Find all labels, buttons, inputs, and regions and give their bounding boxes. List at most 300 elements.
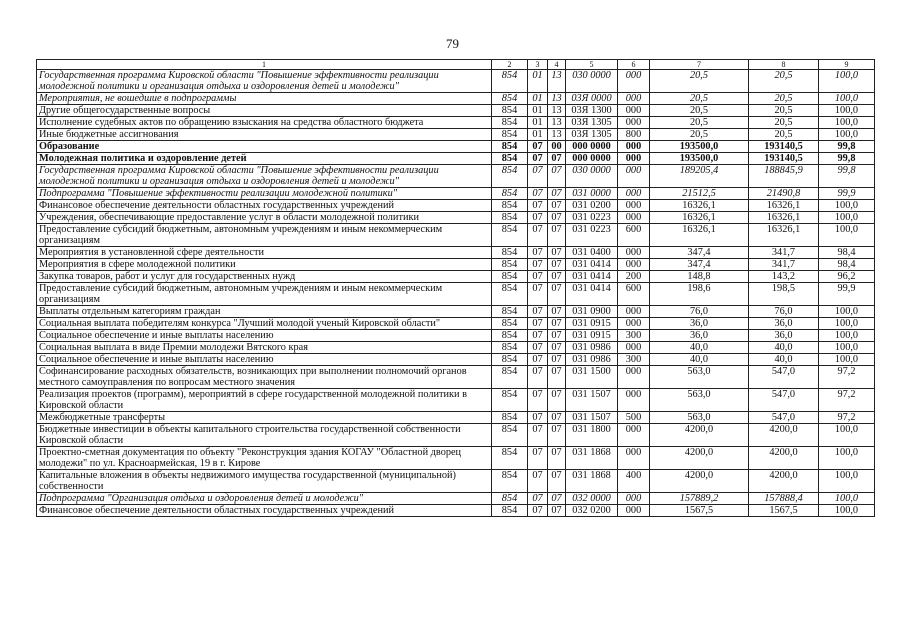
table-row	[37, 366, 875, 389]
execution-percent: 98,4	[819, 247, 875, 259]
expense-type-code: 000	[618, 306, 650, 318]
execution-percent: 100,0	[819, 117, 875, 129]
expense-type-code: 500	[618, 412, 650, 424]
section-code: 07	[528, 141, 548, 153]
section-code: 07	[528, 153, 548, 165]
header-cell: 6	[618, 60, 650, 70]
executed-amount: 4200,0	[749, 447, 819, 470]
executed-amount: 20,5	[749, 129, 819, 141]
admin-code: 854	[492, 224, 528, 247]
planned-amount: 21512,5	[650, 188, 749, 200]
planned-amount: 193500,0	[650, 153, 749, 165]
admin-code: 854	[492, 259, 528, 271]
admin-code: 854	[492, 129, 528, 141]
target-article-code: 031 0986	[566, 342, 618, 354]
subsection-code: 07	[548, 247, 566, 259]
table-row	[37, 412, 875, 424]
admin-code: 854	[492, 93, 528, 105]
executed-amount: 143,2	[749, 271, 819, 283]
target-article-code: 03Я 1300	[566, 105, 618, 117]
header-cell: 7	[650, 60, 749, 70]
subsection-code: 07	[548, 447, 566, 470]
section-code: 07	[528, 224, 548, 247]
target-article-code: 031 0414	[566, 271, 618, 283]
expense-type-code: 000	[618, 165, 650, 188]
execution-percent: 100,0	[819, 306, 875, 318]
planned-amount: 4200,0	[650, 447, 749, 470]
table-row	[37, 447, 875, 470]
table-row	[37, 188, 875, 200]
section-code: 07	[528, 447, 548, 470]
section-code: 07	[528, 259, 548, 271]
execution-percent: 99,9	[819, 283, 875, 306]
planned-amount: 16326,1	[650, 212, 749, 224]
planned-amount: 36,0	[650, 330, 749, 342]
planned-amount: 76,0	[650, 306, 749, 318]
row-name: Молодежная политика и оздоровление детей	[37, 153, 492, 165]
row-name: Финансовое обеспечение деятельности областных государственных учреждений	[37, 200, 492, 212]
target-article-code: 031 1868	[566, 447, 618, 470]
header-cell: 1	[37, 60, 492, 70]
subsection-code: 13	[548, 129, 566, 141]
section-code: 01	[528, 129, 548, 141]
table-row	[37, 259, 875, 271]
target-article-code: 03Я 1305	[566, 129, 618, 141]
admin-code: 854	[492, 493, 528, 505]
header-cell: 5	[566, 60, 618, 70]
section-code: 07	[528, 412, 548, 424]
executed-amount: 193140,5	[749, 153, 819, 165]
admin-code: 854	[492, 271, 528, 283]
subsection-code: 07	[548, 330, 566, 342]
subsection-code: 07	[548, 153, 566, 165]
admin-code: 854	[492, 212, 528, 224]
target-article-code: 031 1500	[566, 366, 618, 389]
execution-percent: 100,0	[819, 342, 875, 354]
expense-type-code: 800	[618, 129, 650, 141]
executed-amount: 193140,5	[749, 141, 819, 153]
execution-percent: 100,0	[819, 200, 875, 212]
admin-code: 854	[492, 330, 528, 342]
header-cell: 9	[819, 60, 875, 70]
budget-table	[36, 59, 875, 517]
table-row	[37, 129, 875, 141]
target-article-code: 031 0986	[566, 354, 618, 366]
target-article-code: 000 0000	[566, 141, 618, 153]
row-name: Проектно-сметная документация по объекту "Реконструкция здания КОГАУ "Областной дворец молодежи" по ул. Красноармейская, 19 в г. Кирове	[37, 447, 492, 470]
executed-amount: 4200,0	[749, 424, 819, 447]
planned-amount: 40,0	[650, 354, 749, 366]
execution-percent: 100,0	[819, 129, 875, 141]
header-cell: 4	[548, 60, 566, 70]
execution-percent: 100,0	[819, 212, 875, 224]
execution-percent: 99,8	[819, 165, 875, 188]
table-row	[37, 70, 875, 93]
execution-percent: 100,0	[819, 470, 875, 493]
table-row	[37, 318, 875, 330]
admin-code: 854	[492, 354, 528, 366]
row-name: Межбюджетные трансферты	[37, 412, 492, 424]
execution-percent: 100,0	[819, 447, 875, 470]
executed-amount: 21490,8	[749, 188, 819, 200]
executed-amount: 36,0	[749, 330, 819, 342]
expense-type-code: 300	[618, 354, 650, 366]
row-name: Бюджетные инвестиции в объекты капитального строительства государственной собственности Кировской области	[37, 424, 492, 447]
admin-code: 854	[492, 366, 528, 389]
target-article-code: 031 1507	[566, 389, 618, 412]
expense-type-code: 000	[618, 93, 650, 105]
executed-amount: 20,5	[749, 93, 819, 105]
executed-amount: 20,5	[749, 105, 819, 117]
section-code: 07	[528, 247, 548, 259]
admin-code: 854	[492, 141, 528, 153]
execution-percent: 96,2	[819, 271, 875, 283]
expense-type-code: 000	[618, 105, 650, 117]
expense-type-code: 300	[618, 330, 650, 342]
table-row	[37, 354, 875, 366]
target-article-code: 030 0000	[566, 70, 618, 93]
planned-amount: 148,8	[650, 271, 749, 283]
target-article-code: 031 0900	[566, 306, 618, 318]
expense-type-code: 000	[618, 117, 650, 129]
row-name: Социальное обеспечение и иные выплаты населению	[37, 354, 492, 366]
planned-amount: 20,5	[650, 117, 749, 129]
execution-percent: 100,0	[819, 424, 875, 447]
executed-amount: 157888,4	[749, 493, 819, 505]
planned-amount: 563,0	[650, 412, 749, 424]
execution-percent: 100,0	[819, 505, 875, 517]
section-code: 07	[528, 318, 548, 330]
admin-code: 854	[492, 188, 528, 200]
subsection-code: 07	[548, 318, 566, 330]
section-code: 01	[528, 70, 548, 93]
planned-amount: 4200,0	[650, 470, 749, 493]
section-code: 07	[528, 283, 548, 306]
planned-amount: 189205,4	[650, 165, 749, 188]
target-article-code: 031 0915	[566, 330, 618, 342]
planned-amount: 40,0	[650, 342, 749, 354]
target-article-code: 03Я 0000	[566, 93, 618, 105]
table-row	[37, 165, 875, 188]
row-name: Мероприятия в сфере молодежной политики	[37, 259, 492, 271]
expense-type-code: 400	[618, 470, 650, 493]
planned-amount: 20,5	[650, 129, 749, 141]
expense-type-code: 000	[618, 318, 650, 330]
executed-amount: 20,5	[749, 70, 819, 93]
table-row	[37, 117, 875, 129]
section-code: 07	[528, 212, 548, 224]
planned-amount: 347,4	[650, 247, 749, 259]
expense-type-code: 000	[618, 342, 650, 354]
expense-type-code: 600	[618, 224, 650, 247]
executed-amount: 20,5	[749, 117, 819, 129]
section-code: 07	[528, 200, 548, 212]
row-name: Капитальные вложения в объекты недвижимого имущества государственной (муниципальной) собственности	[37, 470, 492, 493]
planned-amount: 16326,1	[650, 200, 749, 212]
execution-percent: 100,0	[819, 354, 875, 366]
subsection-code: 07	[548, 271, 566, 283]
section-code: 01	[528, 105, 548, 117]
table-row	[37, 212, 875, 224]
row-name: Реализация проектов (программ), мероприятий в сфере государственной молодежной политики в Кировской области	[37, 389, 492, 412]
section-code: 07	[528, 188, 548, 200]
row-name: Другие общегосударственные вопросы	[37, 105, 492, 117]
subsection-code: 07	[548, 354, 566, 366]
section-code: 07	[528, 470, 548, 493]
section-code: 07	[528, 366, 548, 389]
planned-amount: 198,6	[650, 283, 749, 306]
expense-type-code: 000	[618, 70, 650, 93]
execution-percent: 98,4	[819, 259, 875, 271]
table-row	[37, 470, 875, 493]
expense-type-code: 000	[618, 366, 650, 389]
target-article-code: 03Я 1305	[566, 117, 618, 129]
subsection-code: 13	[548, 70, 566, 93]
admin-code: 854	[492, 412, 528, 424]
execution-percent: 100,0	[819, 318, 875, 330]
table-row	[37, 141, 875, 153]
row-name: Социальное обеспечение и иные выплаты населению	[37, 330, 492, 342]
expense-type-code: 000	[618, 212, 650, 224]
subsection-code: 07	[548, 283, 566, 306]
table-row	[37, 424, 875, 447]
table-row	[37, 105, 875, 117]
row-name: Выплаты отдельным категориям граждан	[37, 306, 492, 318]
table-row	[37, 224, 875, 247]
section-code: 07	[528, 493, 548, 505]
admin-code: 854	[492, 165, 528, 188]
expense-type-code: 000	[618, 188, 650, 200]
subsection-code: 13	[548, 93, 566, 105]
executed-amount: 76,0	[749, 306, 819, 318]
target-article-code: 031 0223	[566, 224, 618, 247]
expense-type-code: 000	[618, 447, 650, 470]
expense-type-code: 000	[618, 505, 650, 517]
execution-percent: 100,0	[819, 493, 875, 505]
table-row	[37, 247, 875, 259]
table-row	[37, 330, 875, 342]
expense-type-code: 000	[618, 153, 650, 165]
expense-type-code: 000	[618, 424, 650, 447]
subsection-code: 07	[548, 259, 566, 271]
planned-amount: 16326,1	[650, 224, 749, 247]
execution-percent: 97,2	[819, 412, 875, 424]
subsection-code: 00	[548, 141, 566, 153]
row-name: Закупка товаров, работ и услуг для государственных нужд	[37, 271, 492, 283]
executed-amount: 40,0	[749, 354, 819, 366]
subsection-code: 07	[548, 342, 566, 354]
row-name: Подпрограмма "Организация отдыха и оздоровления детей и молодежи"	[37, 493, 492, 505]
admin-code: 854	[492, 70, 528, 93]
executed-amount: 341,7	[749, 259, 819, 271]
executed-amount: 188845,9	[749, 165, 819, 188]
expense-type-code: 000	[618, 200, 650, 212]
admin-code: 854	[492, 318, 528, 330]
row-name: Государственная программа Кировской области "Повышение эффективности реализации молодежной политики и организация отдыха и оздоровления детей и молодежи"	[37, 165, 492, 188]
section-code: 07	[528, 306, 548, 318]
section-code: 07	[528, 271, 548, 283]
table-row	[37, 271, 875, 283]
execution-percent: 97,2	[819, 366, 875, 389]
section-code: 07	[528, 505, 548, 517]
planned-amount: 20,5	[650, 93, 749, 105]
target-article-code: 031 0400	[566, 247, 618, 259]
section-code: 07	[528, 330, 548, 342]
execution-percent: 99,9	[819, 188, 875, 200]
admin-code: 854	[492, 447, 528, 470]
target-article-code: 031 1800	[566, 424, 618, 447]
column-number-header-row	[37, 60, 875, 70]
planned-amount: 20,5	[650, 70, 749, 93]
target-article-code: 000 0000	[566, 153, 618, 165]
target-article-code: 031 0000	[566, 188, 618, 200]
subsection-code: 07	[548, 389, 566, 412]
subsection-code: 07	[548, 424, 566, 447]
row-name: Софинансирование расходных обязательств, возникающих при выполнении полномочий органов местного самоуправления по вопросам местного значения	[37, 366, 492, 389]
target-article-code: 031 0200	[566, 200, 618, 212]
admin-code: 854	[492, 200, 528, 212]
subsection-code: 07	[548, 470, 566, 493]
table-row	[37, 93, 875, 105]
subsection-code: 07	[548, 412, 566, 424]
executed-amount: 547,0	[749, 389, 819, 412]
subsection-code: 13	[548, 105, 566, 117]
execution-percent: 100,0	[819, 224, 875, 247]
row-name: Исполнение судебных актов по обращению взыскания на средства областного бюджета	[37, 117, 492, 129]
admin-code: 854	[492, 117, 528, 129]
table-row	[37, 505, 875, 517]
expense-type-code: 000	[618, 259, 650, 271]
expense-type-code: 000	[618, 389, 650, 412]
target-article-code: 031 0915	[566, 318, 618, 330]
subsection-code: 07	[548, 200, 566, 212]
target-article-code: 032 0200	[566, 505, 618, 517]
subsection-code: 13	[548, 117, 566, 129]
section-code: 07	[528, 342, 548, 354]
expense-type-code: 600	[618, 283, 650, 306]
row-name: Подпрограмма "Повышение эффективности реализации молодежной политики"	[37, 188, 492, 200]
section-code: 07	[528, 165, 548, 188]
subsection-code: 07	[548, 212, 566, 224]
executed-amount: 198,5	[749, 283, 819, 306]
executed-amount: 16326,1	[749, 224, 819, 247]
executed-amount: 547,0	[749, 412, 819, 424]
execution-percent: 100,0	[819, 330, 875, 342]
expense-type-code: 000	[618, 141, 650, 153]
section-code: 07	[528, 424, 548, 447]
subsection-code: 07	[548, 306, 566, 318]
table-row	[37, 493, 875, 505]
header-cell: 2	[492, 60, 528, 70]
subsection-code: 07	[548, 366, 566, 389]
expense-type-code: 000	[618, 493, 650, 505]
target-article-code: 031 0414	[566, 283, 618, 306]
executed-amount: 16326,1	[749, 212, 819, 224]
planned-amount: 4200,0	[650, 424, 749, 447]
page-number: 79	[446, 36, 459, 51]
row-name: Мероприятия, не вошедшие в подпрограммы	[37, 93, 492, 105]
table-row	[37, 306, 875, 318]
executed-amount: 36,0	[749, 318, 819, 330]
planned-amount: 157889,2	[650, 493, 749, 505]
planned-amount: 1567,5	[650, 505, 749, 517]
target-article-code: 032 0000	[566, 493, 618, 505]
execution-percent: 97,2	[819, 389, 875, 412]
target-article-code: 031 1868	[566, 470, 618, 493]
admin-code: 854	[492, 389, 528, 412]
table-row	[37, 200, 875, 212]
row-name: Предоставление субсидий бюджетным, автономным учреждениям и иным некоммерческим организациям	[37, 224, 492, 247]
subsection-code: 07	[548, 505, 566, 517]
executed-amount: 341,7	[749, 247, 819, 259]
execution-percent: 100,0	[819, 93, 875, 105]
executed-amount: 16326,1	[749, 200, 819, 212]
admin-code: 854	[492, 342, 528, 354]
row-name: Государственная программа Кировской области "Повышение эффективности реализации молодежной политики и организация отдыха и оздоровления детей и молодежи"	[37, 70, 492, 93]
planned-amount: 20,5	[650, 105, 749, 117]
admin-code: 854	[492, 306, 528, 318]
row-name: Учреждения, обеспечивающие предоставление услуг в области молодежной политики	[37, 212, 492, 224]
section-code: 01	[528, 93, 548, 105]
planned-amount: 347,4	[650, 259, 749, 271]
admin-code: 854	[492, 505, 528, 517]
table-row	[37, 389, 875, 412]
section-code: 07	[528, 389, 548, 412]
executed-amount: 4200,0	[749, 470, 819, 493]
execution-percent: 99,8	[819, 141, 875, 153]
row-name: Социальная выплата в виде Премии молодежи Вятского края	[37, 342, 492, 354]
planned-amount: 36,0	[650, 318, 749, 330]
subsection-code: 07	[548, 188, 566, 200]
header-cell: 8	[749, 60, 819, 70]
target-article-code: 030 0000	[566, 165, 618, 188]
table-row	[37, 342, 875, 354]
target-article-code: 031 0223	[566, 212, 618, 224]
target-article-code: 031 1507	[566, 412, 618, 424]
row-name: Образование	[37, 141, 492, 153]
row-name: Финансовое обеспечение деятельности областных государственных учреждений	[37, 505, 492, 517]
row-name: Мероприятия в установленной сфере деятельности	[37, 247, 492, 259]
section-code: 07	[528, 354, 548, 366]
execution-percent: 99,8	[819, 153, 875, 165]
target-article-code: 031 0414	[566, 259, 618, 271]
admin-code: 854	[492, 470, 528, 493]
expense-type-code: 000	[618, 247, 650, 259]
executed-amount: 40,0	[749, 342, 819, 354]
row-name: Иные бюджетные ассигнования	[37, 129, 492, 141]
table-row	[37, 283, 875, 306]
executed-amount: 1567,5	[749, 505, 819, 517]
row-name: Социальная выплата победителям конкурса "Лучший молодой ученый Кировской области"	[37, 318, 492, 330]
subsection-code: 07	[548, 165, 566, 188]
executed-amount: 547,0	[749, 366, 819, 389]
planned-amount: 563,0	[650, 366, 749, 389]
subsection-code: 07	[548, 224, 566, 247]
header-cell: 3	[528, 60, 548, 70]
admin-code: 854	[492, 424, 528, 447]
admin-code: 854	[492, 247, 528, 259]
subsection-code: 07	[548, 493, 566, 505]
execution-percent: 100,0	[819, 105, 875, 117]
section-code: 01	[528, 117, 548, 129]
admin-code: 854	[492, 283, 528, 306]
expense-type-code: 200	[618, 271, 650, 283]
table-row	[37, 153, 875, 165]
planned-amount: 563,0	[650, 389, 749, 412]
admin-code: 854	[492, 153, 528, 165]
execution-percent: 100,0	[819, 70, 875, 93]
row-name: Предоставление субсидий бюджетным, автономным учреждениям и иным некоммерческим организациям	[37, 283, 492, 306]
